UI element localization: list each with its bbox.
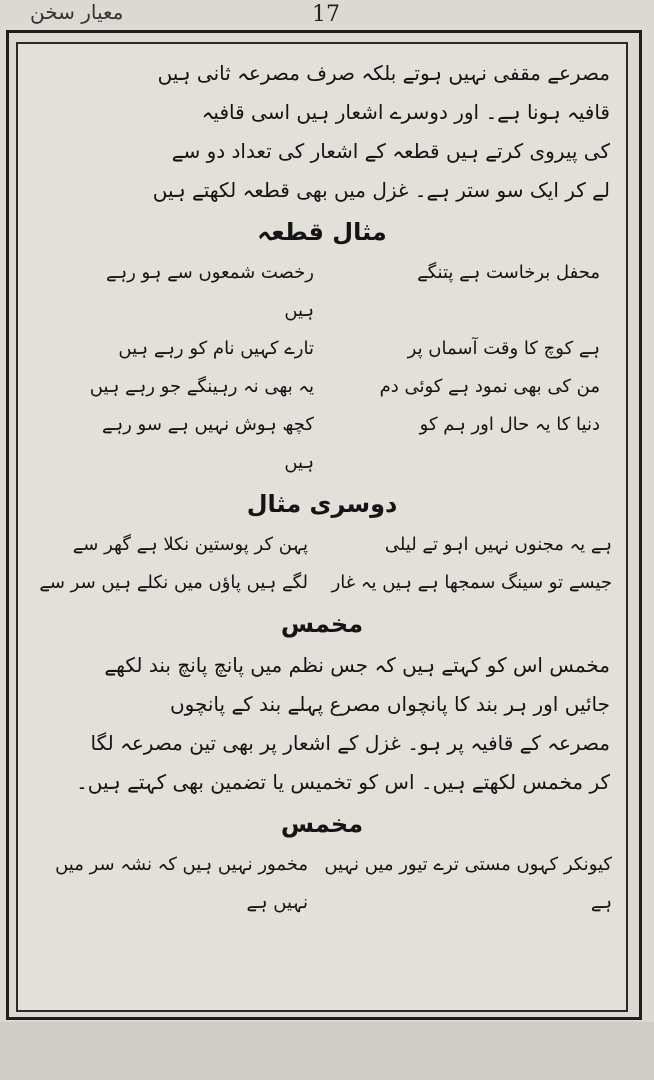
- text-line: مخمس اس کو کہتے ہیں کہ جس نظم میں پانچ پانچ بند لکھے: [104, 653, 610, 677]
- text-line: لے کر ایک سو ستر ہے۔ غزل میں بھی قطعہ لکھتے ہیں: [152, 178, 610, 202]
- verse-first-line: جیسے تو سینگ سمجھا ہے ہیں یہ غار: [331, 572, 612, 593]
- text-line: قافیہ ہونا ہے۔ اور دوسرے اشعار ہیں اسی قافیہ: [201, 100, 610, 124]
- section-heading: مثال قطعہ: [257, 218, 387, 246]
- verse-first-line: ہے یہ مجنوں نہیں اہو تے لیلی: [384, 534, 612, 555]
- couplet: [24, 846, 620, 922]
- verse-block: [24, 846, 620, 922]
- verse-second-line: کچھ ہوش نہیں ہے سو رہے ہیں: [102, 414, 314, 473]
- verse-first-line: من کی بھی نمود ہے کوئی دم: [379, 376, 600, 397]
- verse-second-line: پہن کر پوستین نکلا ہے گھر سے: [72, 534, 308, 555]
- section-heading: مخمس: [280, 610, 364, 638]
- couplet: [24, 330, 620, 368]
- page-header: [0, 0, 654, 30]
- verse-first-line: دنیا کا یہ حال اور ہم کو: [419, 414, 600, 435]
- verse-block: [24, 254, 620, 482]
- couplet: [24, 564, 620, 602]
- verse-second-line: رخصت شمعوں سے ہو رہے ہیں: [106, 262, 314, 321]
- running-head: معیار سخن: [30, 0, 124, 24]
- intro-paragraph: [30, 54, 610, 210]
- page-body: [24, 54, 620, 922]
- section-heading: مخمس: [280, 810, 364, 838]
- text-line: کر مخمس لکھتے ہیں۔ اس کو تخمیس یا تضمین بھی کہتے ہیں۔: [76, 770, 610, 794]
- verse-second-line: لگے ہیں پاؤں میں نکلے ہیں سر سے: [39, 572, 308, 593]
- section-heading: دوسری مثال: [246, 490, 398, 518]
- text-line: جائیں اور ہر بند کا پانچواں مصرع پہلے بند کے پانچوں: [169, 692, 610, 716]
- couplet: [24, 368, 620, 406]
- verse-first-line: ہے کوچ کا وقت آسماں پر: [407, 338, 600, 359]
- couplet: [24, 526, 620, 564]
- page-number: 17: [312, 2, 340, 27]
- text-line: مصرعے مقفی نہیں ہوتے بلکہ صرف مصرعہ ثانی ہیں: [157, 61, 610, 85]
- text-line: مصرعہ کے قافیہ پر ہو۔ غزل کے اشعار پر بھی تین مصرعہ لگا: [90, 731, 610, 755]
- verse-first-line: کیونکر کہوں مستی ترے تیور میں نہیں ہے: [324, 854, 612, 913]
- verse-first-line: محفل برخاست ہے پتنگے: [417, 262, 600, 283]
- verse-second-line: یہ بھی نہ رہینگے جو رہے ہیں: [89, 376, 314, 397]
- verse-second-line: مخمور نہیں ہیں کہ نشہ سر میں نہیں ہے: [55, 854, 308, 913]
- text-line: کی پیروی کرتے ہیں قطعہ کے اشعار کی تعداد دو سے: [171, 139, 610, 163]
- verse-second-line: تارے کہیں نام کو رہے ہیں: [118, 338, 314, 359]
- mukhammas-paragraph: [30, 646, 610, 802]
- couplet: [24, 406, 620, 482]
- page-margin-bottom: [0, 1022, 654, 1080]
- verse-block: [24, 526, 620, 602]
- couplet: [24, 254, 620, 330]
